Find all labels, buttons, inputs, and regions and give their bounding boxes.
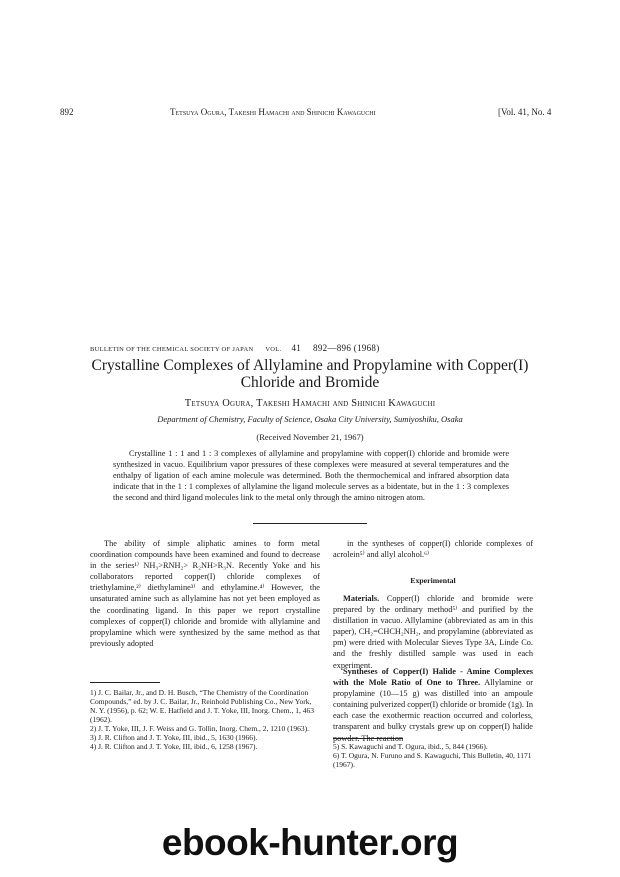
footnotes-right xyxy=(333,742,533,769)
footnote-4: 4) J. R. Clifton and J. T. Yoke, III, ibid., 6, 1258 (1967). xyxy=(90,742,258,751)
paper-title: Crystalline Complexes of Allylamine and Propylamine with Copper(I) Chloride and Bromide xyxy=(91,357,529,391)
affiliation: Department of Chemistry, Faculty of Science, Osaka City University, Sumiyoshiku, Osaka xyxy=(157,414,463,424)
footnote-3: 3) J. R. Clifton and J. T. Yoke, III, ibid., 5, 1630 (1966). xyxy=(90,733,258,742)
journal-name: BULLETIN OF THE CHEMICAL SOCIETY OF JAPAN xyxy=(90,346,254,353)
syntheses-text: Allylamine or propylamine (10—15 g) was distilled into an ampoule containing pulverized copper(I) chloride or bromide (1g). In each case the exothermic reaction occurred and colorless, transparent and bulky crystals grew up on copper(I) halide powder. The reaction xyxy=(333,678,533,743)
journal-line xyxy=(90,343,530,353)
section-heading: Experimental xyxy=(410,576,456,585)
footnote-divider-left xyxy=(90,682,160,683)
footnote-5: 5) S. Kawaguchi and T. Ogura, ibid., 5, 844 (1966). xyxy=(333,742,488,751)
pages-year: 892—896 (1968) xyxy=(313,343,380,353)
footnote-2: 2) J. T. Yoke, III, J. F. Weiss and G. Tollin, Inorg. Chem., 2, 1210 (1963). xyxy=(90,724,310,733)
volume-number: 41 xyxy=(291,343,302,353)
footnotes-left xyxy=(90,688,320,751)
abstract: Crystalline 1 : 1 and 1 : 3 complexes of allylamine and propylamine with copper(I) chloride and bromide were synthesized in vacuo. Equilibrium vapor pressures of these complexes were measured at several temperatures and the enthalpy of ligation of each amine molecule was determined. Both the thermochemical and infrared absorption data indicate that in the 1 : 1 complexes of allylamine the ligand molecule serves as a bidentate, but in the 1 : 3 complexes the second and third ligand molecules link to the metal only through the amino nitrogen atom. xyxy=(113,449,509,502)
footnote-6: 6) T. Ogura, N. Furuno and S. Kawaguchi, This Bulletin, 40, 1171 (1967). xyxy=(333,751,532,769)
received-date: (Received November 21, 1967) xyxy=(256,432,364,442)
abstract-divider xyxy=(253,523,367,524)
running-header-authors: Tetsuya Ogura, Takeshi Hamachi and Shinichi Kawaguchi xyxy=(170,107,376,117)
materials-label: Materials. xyxy=(343,594,380,603)
syntheses-label: Syntheses of Copper(I) Halide - Amine Complexes with the Mole Ratio of One to Three. xyxy=(333,667,533,688)
paper-authors: Tetsuya Ogura, Takeshi Hamachi and Shinichi Kawaguchi xyxy=(184,398,436,409)
materials-text: Copper(I) chloride and bromide were prepared by the ordinary method⁵⁾ and purified by the distillation in vacuo. Allylamine (abbreviated as am in this paper), CH₂=CHCH₂NH₂, and propylamine (abbreviated as pm) were dried with Molecular Sieves Type 3A, Linde Co. and the freshly distilled sample was used in each experiment. xyxy=(333,594,533,670)
right-column-text: in the syntheses of copper(I) chloride complexes of acrolein⁵⁾ and allyl alcohol.⁶⁾ xyxy=(333,539,533,560)
syntheses-paragraph xyxy=(333,666,533,744)
watermark: ebook-hunter.org xyxy=(161,822,459,863)
running-header-volume: [Vol. 41, No. 4 xyxy=(498,107,552,117)
footnote-1: 1) J. C. Bailar, Jr., and D. H. Busch, “The Chemistry of the Coordination Compounds,” ed. by J. C. Bailar, Jr., Reinhold Publishing Co., New York, N. Y. (1956), p. 62; W. E. Hatfield and J. T. Yoke, III, Inorg. Chem., 1, 463 (1962). xyxy=(90,688,314,724)
volume-label: VOL. xyxy=(265,346,282,353)
footnote-divider-right xyxy=(333,738,403,739)
left-column-text: The ability of simple aliphatic amines to form metal coordination compounds have been examined and found to decrease in the series¹⁾ NH₃>RNH₂> R₂NH>R₃N. Recently Yoke and his collaborators reported copper(I) chloride complexes of triethylamine,²⁾ diethylamine³⁾ and ethylamine.⁴⁾ However, the unsaturated amine such as allylamine has not yet been employed as the coordinating ligand. In this paper we report crystalline complexes of copper(I) chloride and bromide with allylamine and propylamine which were synthesized by the same method as that previously adopted xyxy=(90,539,320,648)
page-number: 892 xyxy=(60,107,74,117)
materials-paragraph xyxy=(333,593,533,671)
